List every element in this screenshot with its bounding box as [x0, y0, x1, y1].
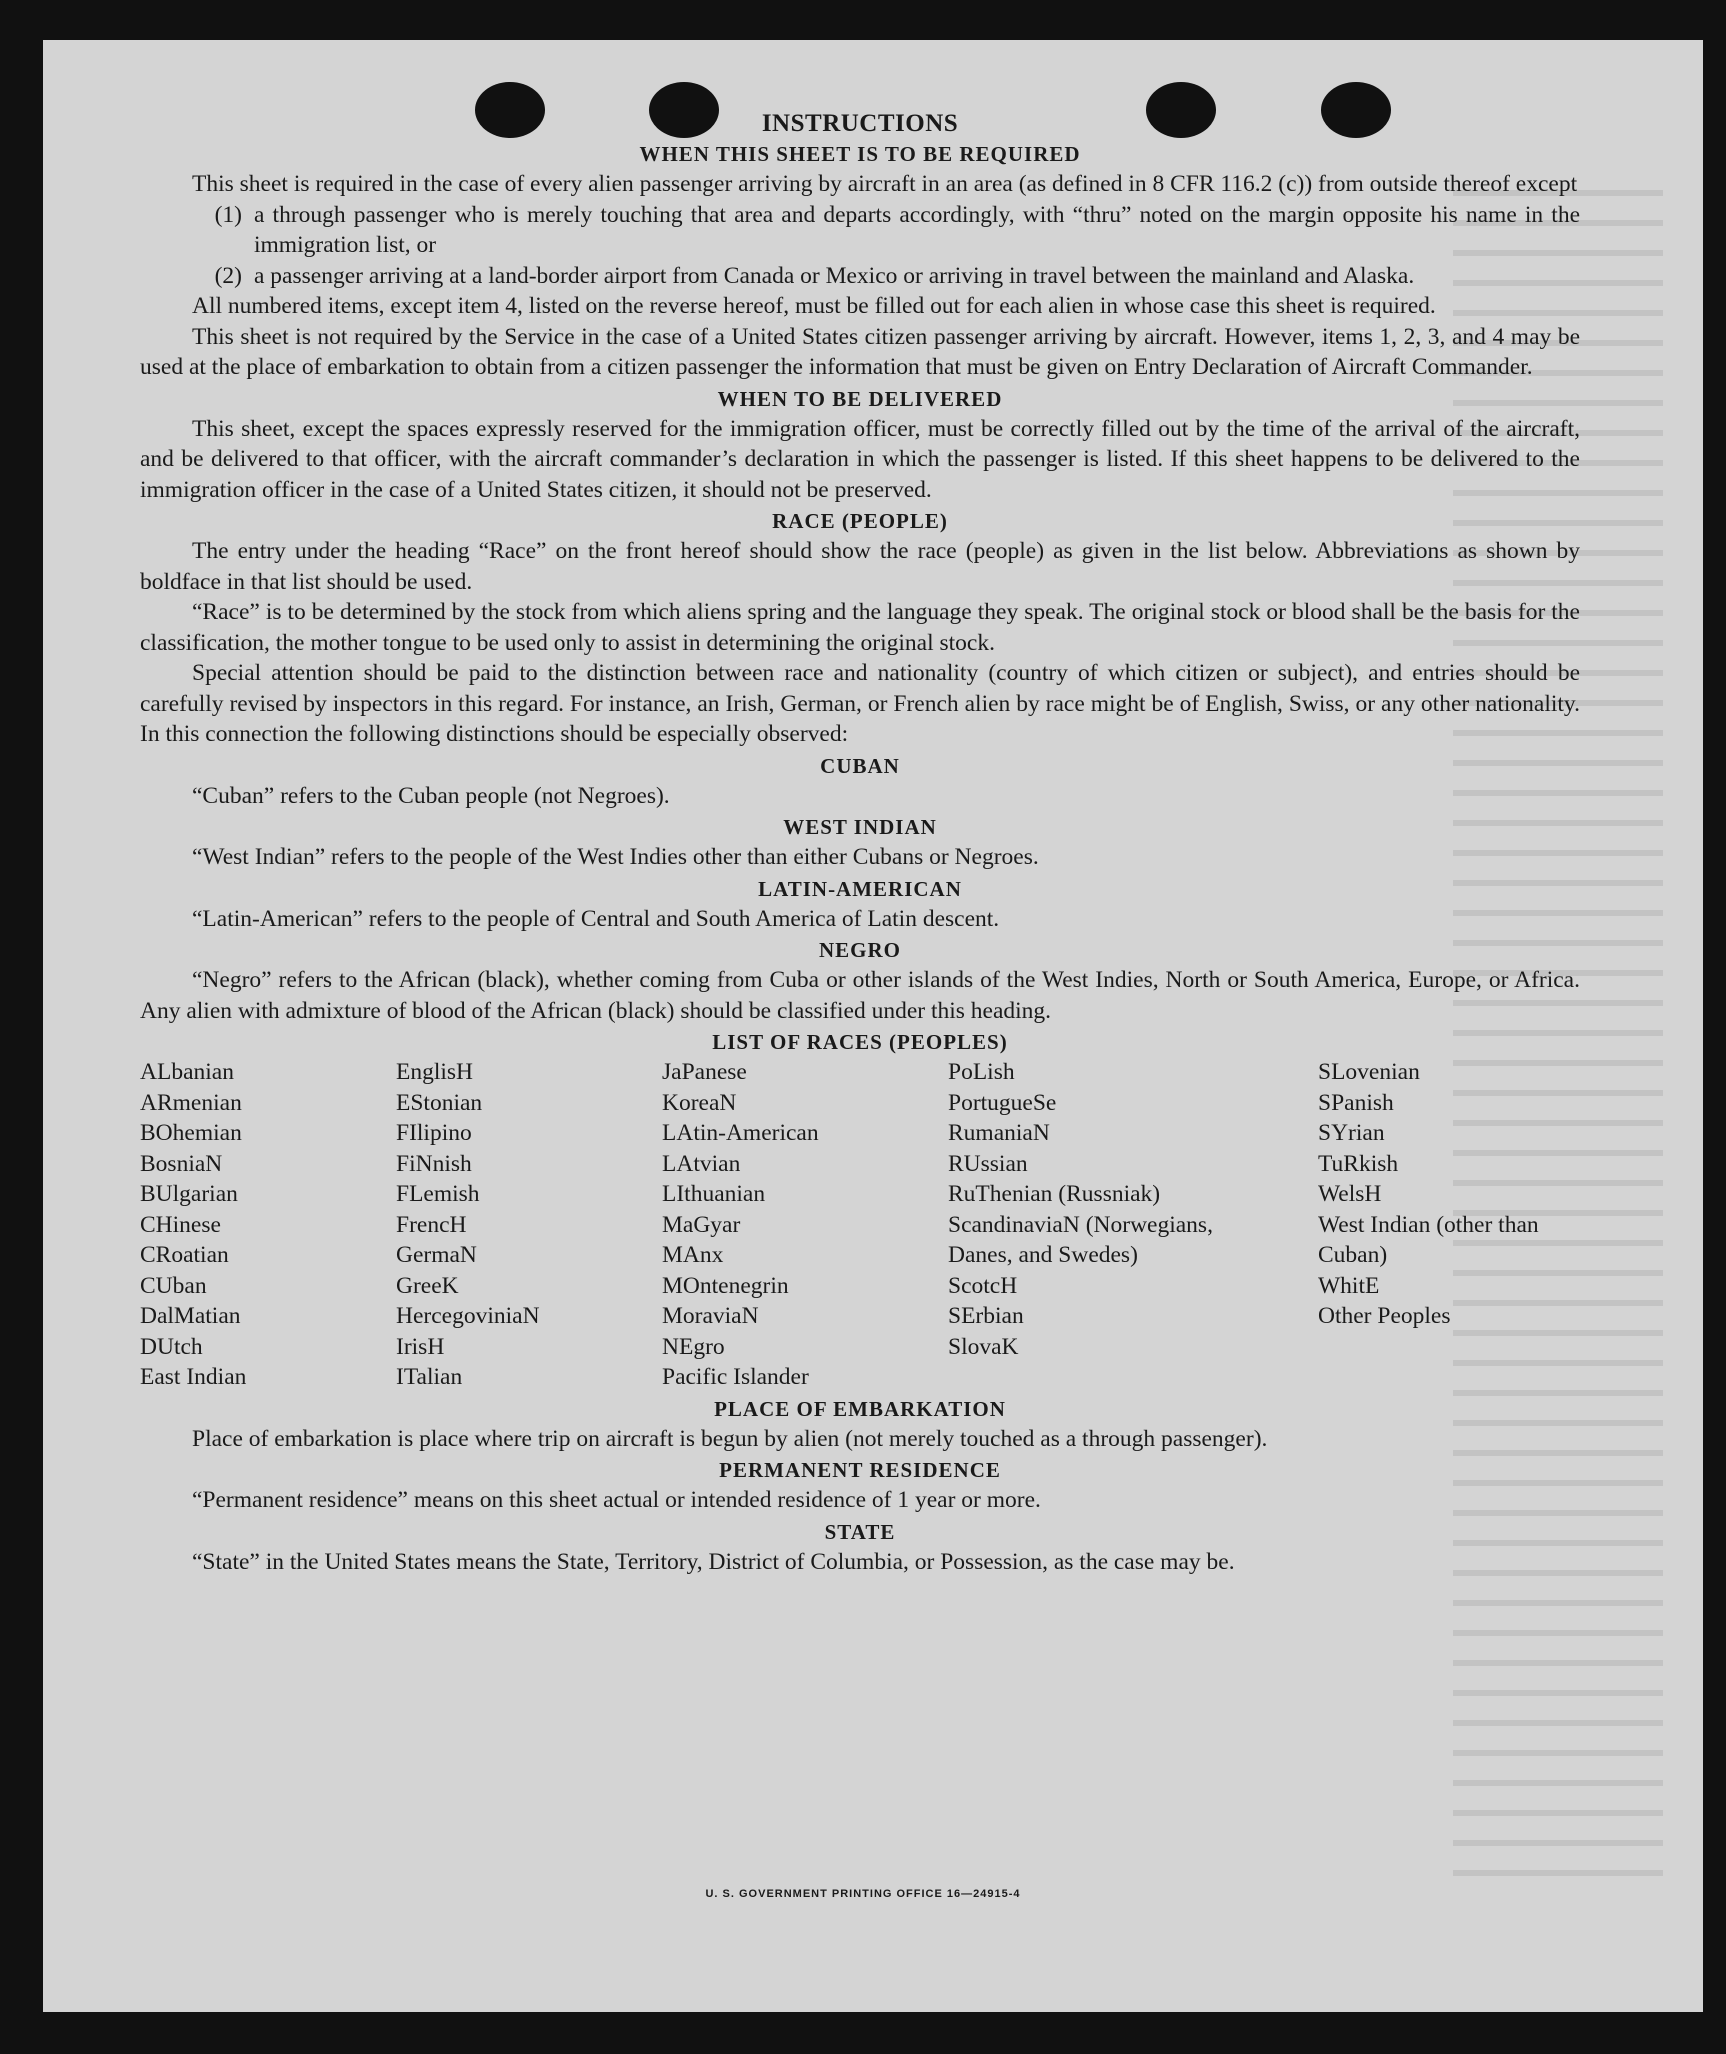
race-entry: LIthuanian: [662, 1181, 766, 1207]
race-entry: KoreaN: [662, 1089, 737, 1116]
section-heading: PLACE OF EMBARKATION: [714, 1396, 1006, 1421]
race-entry: ScandinaviaN (Norwegians, Danes, and Swedes): [948, 1211, 1213, 1268]
paragraph: This sheet, except the spaces expressly reserved for the immigration officer, must be correctly filled out by the time of the arrival of the aircraft, and be delivered to that officer, with the aircraft commander’s declaration in which the passenger is listed. If this sheet happens to be delivered to the immigration officer in the case of a United States citizen, it should not be preserved.: [140, 415, 1580, 503]
race-column: [1318, 1057, 1580, 1393]
race-entry: FiNnish: [396, 1150, 472, 1177]
race-entry: LAtin-American: [662, 1120, 819, 1146]
race-entry: SPanish: [1318, 1089, 1394, 1116]
race-entry: MoraviaN: [662, 1303, 759, 1329]
race-entry: MaGyar: [662, 1211, 741, 1238]
race-entry: SYrian: [1318, 1120, 1385, 1146]
race-entry: CHinese: [140, 1211, 221, 1238]
race-entry: RumaniaN: [948, 1120, 1050, 1146]
race-entry: CUban: [140, 1272, 207, 1299]
race-entry: SLovenian: [1318, 1059, 1420, 1085]
paragraph: “Latin-American” refers to the people of Central and South America of Latin descent.: [192, 905, 1000, 932]
list-item: [140, 200, 1580, 261]
race-entry: JaPanese: [662, 1059, 747, 1085]
race-entry: BUlgarian: [140, 1181, 238, 1207]
section-heading: WHEN THIS SHEET IS TO BE REQUIRED: [639, 142, 1081, 166]
paragraph: This sheet is not required by the Service in the case of a United States citizen passenger arriving by aircraft. However, items 1, 2, 3, and 4 may be used at the place of embarkation to obtain from a citizen passenger the information that must be given on Entry Declaration of Aircraft Commander.: [140, 323, 1580, 380]
section-heading: CUBAN: [820, 753, 900, 778]
paragraph: “Cuban” refers to the Cuban people (not Negroes).: [192, 782, 670, 809]
paragraph: All numbered items, except item 4, listed on the reverse hereof, must be filled out for each alien in whose case this sheet is required.: [192, 293, 1436, 319]
printer-imprint: U. S. GOVERNMENT PRINTING OFFICE 16—24915-4: [705, 1888, 1021, 1900]
race-entry: Other Peoples: [1318, 1303, 1451, 1329]
race-entry: ARmenian: [140, 1089, 242, 1116]
race-entry: WhitE: [1318, 1272, 1380, 1299]
race-entry: ScotcH: [948, 1272, 1018, 1299]
race-entry: NEgro: [662, 1333, 725, 1360]
race-entry: GermaN: [396, 1242, 477, 1268]
item-number: (2): [214, 262, 242, 289]
section-heading: NEGRO: [818, 938, 901, 962]
item-text: a passenger arriving at a land-border airport from Canada or Mexico or arriving in travel between the mainland and Alaska.: [254, 262, 1415, 289]
race-entry: FIlipino: [396, 1120, 472, 1146]
race-entry: RuThenian (Russniak): [948, 1181, 1161, 1207]
paragraph: “Race” is to be determined by the stock from which aliens spring and the language they speak. The original stock or blood shall be the basis for the classification, the mother tongue to be used only to assist in determining the original stock.: [140, 599, 1580, 656]
race-entry: SErbian: [948, 1303, 1024, 1329]
list-item: [140, 261, 1580, 292]
item-number: (1): [214, 201, 242, 228]
race-entry: CRoatian: [140, 1242, 229, 1268]
paragraph: Place of embarkation is place where trip on aircraft is begun by alien (not merely touched as a through passenger).: [192, 1425, 1268, 1452]
race-entry: Pacific Islander: [662, 1364, 809, 1390]
race-entry: FrencH: [396, 1211, 467, 1238]
race-entry: DUtch: [140, 1333, 203, 1360]
race-entry: MOntenegrin: [662, 1272, 789, 1299]
race-column: [948, 1057, 1318, 1393]
paragraph: The entry under the heading “Race” on the front hereof should show the race (people) as given in the list below. Abbreviations as shown by boldface in that list should be used.: [140, 538, 1580, 595]
race-entry: MAnx: [662, 1242, 724, 1268]
paragraph: Special attention should be paid to the distinction between race and nationality (country of which citizen or subject), and entries should be carefully revised by inspectors in this regard. For instance, an Irish, German, or French alien by race might be of English, Swiss, or any other nationality. In this connection the following distinctions should be especially observed:: [140, 660, 1580, 747]
page-title: INSTRUCTIONS: [761, 110, 959, 137]
race-entry: SlovaK: [948, 1333, 1019, 1360]
race-list: [140, 1057, 1580, 1393]
paragraph: “State” in the United States means the State, Territory, District of Columbia, or Possession, as the case may be.: [192, 1548, 1235, 1575]
race-entry: HercegoviniaN: [396, 1303, 540, 1329]
race-column: [662, 1057, 948, 1393]
section-heading: LIST OF RACES (PEOPLES): [712, 1030, 1008, 1054]
section-heading: LATIN-AMERICAN: [758, 876, 962, 901]
race-entry: East Indian: [140, 1364, 247, 1390]
section-heading: WHEN TO BE DELIVERED: [717, 386, 1003, 411]
race-entry: RUssian: [948, 1150, 1028, 1177]
section-heading: WEST INDIAN: [783, 815, 937, 839]
race-entry: WelsH: [1318, 1181, 1382, 1207]
race-entry: LAtvian: [662, 1150, 741, 1177]
paragraph: “Negro” refers to the African (black), whether coming from Cuba or other islands of the West Indies, North or South America, Europe, or Africa. Any alien with admixture of blood of the African (black) should be classified under this heading.: [140, 967, 1580, 1024]
race-entry: ITalian: [396, 1364, 463, 1390]
paragraph: “Permanent residence” means on this sheet actual or intended residence of 1 year or more.: [192, 1487, 1041, 1513]
race-entry: West Indian (other than Cuban): [1318, 1211, 1539, 1268]
section-heading: STATE: [824, 1519, 896, 1544]
race-entry: PoLish: [948, 1059, 1015, 1085]
instructions-body: [140, 110, 1580, 1577]
race-entry: BosniaN: [140, 1150, 223, 1177]
section-heading: RACE (PEOPLE): [772, 509, 948, 533]
race-entry: TuRkish: [1318, 1150, 1399, 1177]
section-heading: PERMANENT RESIDENCE: [719, 1458, 1001, 1482]
race-entry: FLemish: [396, 1181, 480, 1207]
race-entry: EnglisH: [396, 1059, 474, 1085]
race-column: [140, 1057, 396, 1393]
item-text: a through passenger who is merely touching that area and departs accordingly, with “thru” noted on the margin opposite his name in the immigration list, or: [254, 201, 1580, 258]
race-entry: EStonian: [396, 1089, 483, 1116]
race-entry: ALbanian: [140, 1059, 234, 1085]
paragraph: This sheet is required in the case of every alien passenger arriving by aircraft in an area (as defined in 8 CFR 116.2 (c)) from outside thereof except: [192, 171, 1578, 197]
race-entry: GreeK: [396, 1272, 459, 1299]
race-entry: PortugueSe: [948, 1089, 1057, 1116]
race-entry: IrisH: [396, 1333, 445, 1360]
race-column: [396, 1057, 662, 1393]
race-entry: BOhemian: [140, 1120, 242, 1146]
race-entry: DalMatian: [140, 1303, 241, 1329]
paragraph: “West Indian” refers to the people of the West Indies other than either Cubans or Negroes.: [192, 844, 1039, 870]
